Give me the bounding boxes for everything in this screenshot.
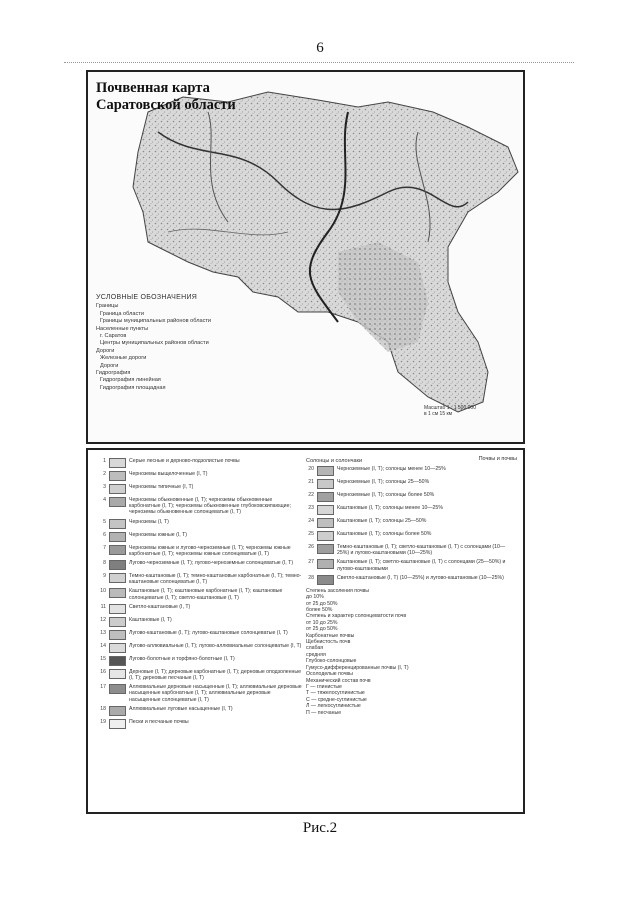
legend-note: Т — тяжелосуглинистые bbox=[306, 690, 365, 697]
legend-swatch bbox=[109, 484, 126, 494]
legend-note: П — песчаные bbox=[306, 709, 342, 716]
legend-item bbox=[306, 575, 516, 585]
legend-swatch bbox=[109, 471, 126, 481]
legend-item-number: 24 bbox=[308, 518, 314, 524]
legend-swatch bbox=[317, 559, 334, 569]
map-title-line-2: Саратовской области bbox=[96, 97, 236, 113]
legend-item-number: 7 bbox=[103, 544, 106, 551]
legend-item-number: 10 bbox=[100, 588, 106, 595]
legend-swatch bbox=[317, 466, 334, 476]
legend-swatch bbox=[317, 518, 334, 528]
legend-item-number: 23 bbox=[308, 505, 314, 511]
map-legend-item: Дороги bbox=[96, 347, 115, 354]
legend-note: слабая bbox=[306, 645, 324, 652]
map-legend-item: г. Саратов bbox=[100, 333, 127, 340]
legend-item bbox=[98, 458, 303, 468]
legend-swatch bbox=[109, 519, 126, 529]
map-scale bbox=[424, 405, 476, 417]
legend-item-number: 8 bbox=[103, 560, 106, 567]
legend-swatch bbox=[109, 532, 126, 542]
legend-item-number: 20 bbox=[308, 466, 314, 472]
legend-swatch bbox=[109, 643, 126, 653]
legend-right-column bbox=[306, 456, 516, 716]
legend-note: до 10% bbox=[306, 594, 324, 601]
legend-item bbox=[98, 604, 303, 614]
legend-item-text: Черноземные (I, Т); солонцы 25—50% bbox=[337, 479, 430, 485]
legend-note: от 25 до 50% bbox=[306, 626, 338, 633]
legend-item bbox=[98, 497, 303, 516]
legend-item bbox=[98, 573, 303, 585]
legend-swatch bbox=[317, 505, 334, 515]
legend-item-number: 22 bbox=[308, 492, 314, 498]
legend-swatch bbox=[109, 630, 126, 640]
legend-item-text: Каштановые (I, Т); светло-каштановые (I, Т) с солонцами (25—50%) и лугово-каштановыми bbox=[337, 559, 506, 572]
soil-legend-frame bbox=[86, 448, 525, 814]
legend-item-text: Черноземы выщелоченные (I, Т) bbox=[129, 471, 208, 477]
legend-item bbox=[98, 630, 303, 640]
legend-item-number: 18 bbox=[100, 705, 106, 712]
legend-item bbox=[306, 466, 516, 476]
legend-item bbox=[306, 544, 516, 556]
map-title bbox=[96, 80, 236, 114]
legend-item-text: Черноземы обыкновенные (I, Т); черноземы обыкновенные карбонатные (I, Т); черноземы обыкновенные глубоковскипающие; черноземы обыкновенные солонцеватые (I, Т) bbox=[129, 497, 291, 516]
map-legend-item: Населенные пункты bbox=[96, 325, 149, 332]
legend-item-text: Каштановые (I, Т); каштановые карбонатные (I, Т); каштановые солонцеватые (I, Т); светло-каштановые (I, Т) bbox=[129, 588, 283, 601]
legend-swatch bbox=[109, 719, 126, 729]
legend-item-text: Черноземные (I, Т); солонцы более 50% bbox=[337, 492, 435, 498]
legend-swatch bbox=[109, 684, 126, 694]
legend-item-text: Черноземы южные (I, Т) bbox=[129, 531, 188, 538]
legend-item bbox=[98, 519, 303, 529]
legend-item-number: 16 bbox=[100, 668, 106, 675]
legend-item-number: 17 bbox=[100, 684, 106, 691]
legend-swatch bbox=[109, 617, 126, 627]
legend-item-number: 28 bbox=[308, 574, 314, 581]
legend-note: Степень и характер солонцеватости почв bbox=[306, 613, 407, 620]
map-legend-item: Железные дороги bbox=[100, 355, 147, 362]
legend-item-text: Серые лесные и дерново-подзолистые почвы bbox=[129, 458, 240, 464]
legend-swatch bbox=[109, 706, 126, 716]
legend-item-text: Лугово-болотные и торфяно-болотные (I, Т) bbox=[129, 655, 235, 662]
legend-item-text: Лугово-каштановые (I, Т); лугово-каштановые солонцеватые (I, Т) bbox=[129, 629, 288, 636]
legend-swatch bbox=[109, 656, 126, 666]
legend-note: Карбонатные почвы bbox=[306, 632, 355, 639]
legend-swatch bbox=[317, 531, 334, 541]
legend-item-text: Темно-каштановые (I, Т); темно-каштановые карбонатные (I, Т); темно-каштановые солонцеватые (I, Т) bbox=[129, 573, 302, 586]
legend-note: Степень засоления почвы bbox=[306, 587, 370, 594]
legend-item-number: 4 bbox=[103, 497, 106, 503]
legend-item-text: Черноземы типичные (I, Т) bbox=[129, 484, 194, 490]
legend-swatch bbox=[317, 544, 334, 554]
page-number: 6 bbox=[316, 40, 324, 56]
legend-item-text: Темно-каштановые (I, Т); светло-каштановые (I, Т) с солонцами (10—25%) и лугово-каштановыми (10—25%) bbox=[337, 544, 506, 557]
map-legend bbox=[96, 294, 211, 392]
legend-item-text: Каштановые (I, Т); солонцы более 50% bbox=[337, 531, 432, 537]
legend-item bbox=[306, 492, 516, 502]
legend-item-text: Лугово-черноземные (I, Т); лугово-черноземные солонцеватые (I, Т) bbox=[129, 560, 294, 567]
legend-item-number: 25 bbox=[308, 531, 314, 537]
legend-item-number: 21 bbox=[308, 479, 314, 485]
legend-note: Л — легкосуглинистые bbox=[306, 703, 361, 710]
legend-swatch bbox=[109, 458, 126, 468]
figure-caption: Рис.2 bbox=[302, 820, 338, 836]
legend-swatch bbox=[109, 669, 126, 679]
legend-note: Механический состав почв bbox=[306, 677, 371, 684]
legend-item-number: 1 bbox=[103, 458, 106, 464]
legend-item bbox=[98, 684, 303, 703]
map-legend-item: Гидрография площадная bbox=[100, 384, 166, 391]
legend-item-number: 19 bbox=[100, 718, 106, 725]
legend-item-number: 5 bbox=[103, 518, 106, 525]
map-legend-item: Гидрография bbox=[96, 370, 131, 377]
legend-swatch bbox=[109, 560, 126, 570]
legend-item bbox=[98, 617, 303, 627]
legend-item-text: Каштановые (I, Т); солонцы менее 10—25% bbox=[337, 505, 443, 511]
legend-note: Осолоделые почвы bbox=[306, 671, 353, 678]
legend-item bbox=[98, 471, 303, 481]
legend-item-number: 15 bbox=[100, 655, 106, 662]
legend-item-number: 14 bbox=[100, 642, 106, 649]
legend-item-text: Светло-каштановые (I, Т) bbox=[129, 603, 191, 610]
map-legend-item: Границы муниципальных районов области bbox=[100, 318, 212, 325]
legend-item bbox=[98, 560, 303, 570]
legend-note: от 10 до 25% bbox=[306, 619, 338, 626]
legend-item-number: 26 bbox=[308, 544, 314, 550]
map-legend-item: Границы bbox=[96, 303, 119, 310]
legend-swatch bbox=[109, 573, 126, 583]
legend-swatch bbox=[109, 497, 126, 507]
legend-note: С — средне-суглинистые bbox=[306, 696, 367, 703]
legend-item-number: 13 bbox=[100, 629, 106, 636]
legend-item-text: Лугово-аллювиальные (I, Т); лугово-аллювиальные солонцеватые (I, Т) bbox=[129, 642, 302, 649]
legend-item-text: Каштановые (I, Т) bbox=[129, 616, 172, 623]
legend-item-number: 27 bbox=[308, 559, 314, 566]
legend-item-number: 11 bbox=[100, 603, 106, 610]
map-scale-note: в 1 см 15 км bbox=[424, 411, 453, 417]
header-dotted-line bbox=[64, 62, 574, 63]
legend-item bbox=[98, 656, 303, 666]
legend-swatch bbox=[317, 479, 334, 489]
legend-item-text: Черноземные (I, Т); солонцы менее 10—25% bbox=[337, 466, 446, 472]
legend-left-column bbox=[98, 458, 303, 732]
legend-item-text: Аллювиальные дерновые насыщенные (I, Т); аллювиальные дерновые насыщенные карбонатные (I, Т); аллювиальные дерновые насыщенные солонцеватые (I, Т) bbox=[129, 684, 302, 703]
legend-right-subheader: Солонцы и солончаки bbox=[306, 458, 363, 464]
legend-swatch bbox=[109, 545, 126, 555]
legend-item bbox=[98, 484, 303, 494]
legend-item bbox=[306, 518, 516, 528]
legend-item-text: Черноземы южные и лугово-черноземные (I, Т); черноземы южные карбонатные (I, Т); черноземы южные солонцеватые (I, Т) bbox=[129, 544, 291, 557]
legend-item-number: 3 bbox=[103, 484, 106, 490]
map-legend-title: УСЛОВНЫЕ ОБОЗНАЧЕНИЯ bbox=[96, 294, 198, 301]
legend-item-number: 2 bbox=[103, 471, 106, 477]
legend-item bbox=[306, 559, 516, 571]
legend-item bbox=[98, 532, 303, 542]
legend-swatch bbox=[317, 575, 334, 585]
soil-map-frame bbox=[86, 70, 525, 444]
legend-note: Гумусо-дифференцированные почвы (I, Т) bbox=[306, 664, 409, 671]
legend-note: Г — глинистые bbox=[306, 683, 342, 690]
legend-note: средняя bbox=[306, 651, 326, 658]
legend-note: Глубоко-солонцовые bbox=[306, 658, 357, 665]
legend-swatch bbox=[109, 604, 126, 614]
map-legend-item: Гидрография линейная bbox=[100, 377, 161, 384]
legend-right-header: Почвы и почвы bbox=[478, 456, 517, 462]
map-legend-item: Дороги bbox=[100, 362, 119, 369]
map-title-line-1: Почвенная карта bbox=[96, 80, 210, 96]
legend-item bbox=[98, 706, 303, 716]
legend-item bbox=[98, 643, 303, 653]
legend-item-text: Пески и песчаные почвы bbox=[129, 718, 189, 725]
legend-note: более 50% bbox=[306, 607, 333, 614]
map-legend-item: Центры муниципальных районов области bbox=[100, 340, 209, 347]
legend-note: Щебнистость почв bbox=[306, 639, 351, 646]
legend-item bbox=[98, 669, 303, 681]
map-scale-text: Масштаб 1 : 1 500 000 bbox=[424, 405, 476, 411]
legend-item-text: Каштановые (I, Т); солонцы 25—50% bbox=[337, 518, 427, 524]
legend-item bbox=[306, 505, 516, 515]
legend-note: от 25 до 50% bbox=[306, 600, 338, 607]
legend-item bbox=[98, 719, 303, 729]
legend-item-text: Аллювиальные луговые насыщенные (I, Т) bbox=[129, 705, 233, 712]
legend-item bbox=[306, 531, 516, 541]
legend-item-text: Черноземы (I, Т) bbox=[129, 518, 169, 525]
legend-item bbox=[98, 588, 303, 600]
legend-item-number: 6 bbox=[103, 531, 106, 538]
legend-item-text: Дерновые (I, Т); дерновые карбонатные (I, Т); дерновые оподзоленные (I, Т); дерновые песчаные (I, Т) bbox=[129, 668, 301, 682]
legend-swatch bbox=[317, 492, 334, 502]
legend-item-text: Светло-каштановые (I, Т) (10—25%) и лугово-каштановые (10—25%) bbox=[337, 574, 504, 581]
legend-item-number: 12 bbox=[100, 616, 106, 623]
legend-item bbox=[306, 479, 516, 489]
legend-item-number: 9 bbox=[103, 573, 106, 580]
legend-item bbox=[98, 545, 303, 557]
map-legend-item: Граница области bbox=[100, 310, 144, 317]
legend-swatch bbox=[109, 588, 126, 598]
